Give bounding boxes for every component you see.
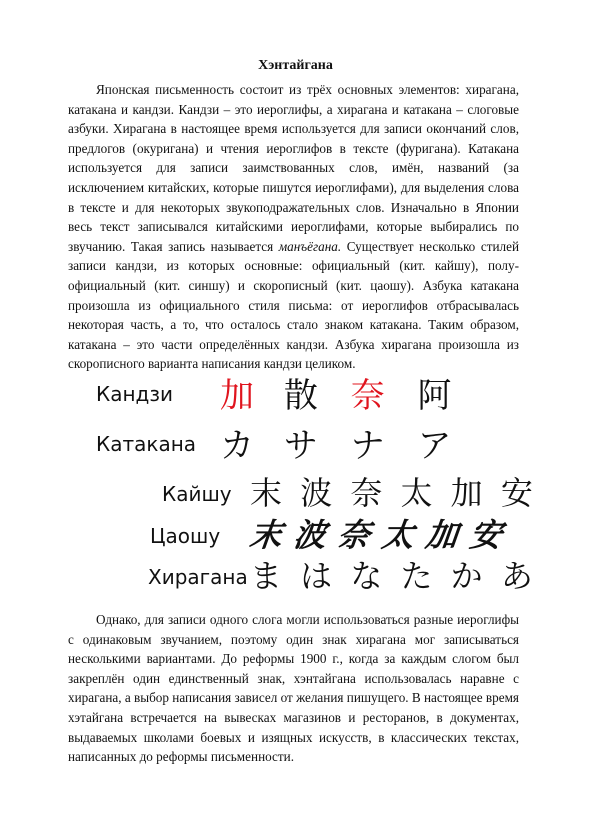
intro-text-cont: Существует несколько стилей записи кандзи, из которых основные: официальный (кит. кайшу), полу-официальный (кит. синшу) и скорописный (кит. цаошу). Азбука катакана произошла из официального стиля письма: от иероглифов отбрасывалась некоторая часть, а то, что осталось стало знаком катакана. Таким образом, катакана – это части определённых кандзи. Азбука хирагана произошла из скорописного варианта написания кандзи целиком.	[68, 238, 520, 372]
kanji-sa-part: 散	[283, 376, 318, 416]
hiragana-row	[246, 551, 537, 597]
row-label-katakana: Катакана	[96, 432, 197, 456]
katakana-na: ナ	[350, 426, 385, 466]
kaishu-char-6: 安	[500, 474, 533, 512]
row-label-kanji: Кандзи	[96, 382, 173, 406]
manyogana-term: манъёгана.	[278, 238, 342, 254]
hiragana-ha: は	[300, 557, 333, 595]
kaishu-char-5: 加	[450, 474, 483, 512]
kaishu-char-2: 波	[300, 474, 333, 512]
page-title: Хэнтайгана	[258, 58, 333, 73]
kanji-char-na	[340, 368, 396, 417]
kanji-ka-part: 加	[220, 376, 254, 416]
caoshu-char-4: 太	[379, 516, 416, 554]
kaishu-row	[246, 468, 537, 514]
kanji-row	[212, 368, 462, 417]
kaishu-char-3: 奈	[350, 474, 383, 512]
caoshu-char-2: 波	[291, 516, 328, 554]
kanji-char-sa	[273, 368, 329, 417]
kanji-na-part: 奈	[350, 376, 385, 416]
kaishu-char-4: 太	[400, 474, 433, 512]
caoshu-char-1: 末	[247, 516, 284, 554]
caoshu-char-3: 奈	[335, 516, 372, 554]
intro-paragraph	[68, 80, 519, 374]
caoshu-char-5: 加	[423, 516, 460, 554]
hiragana-a: あ	[500, 557, 533, 595]
hiragana-ka: か	[450, 557, 483, 595]
hiragana-ma: ま	[249, 557, 282, 595]
row-label-caoshu: Цаошу	[150, 524, 221, 548]
katakana-ka: カ	[220, 426, 254, 466]
intro-text: Японская письменность состоит из трёх основных элементов: хирагана, катакана и кандзи. Кандзи – это иероглифы, а хирагана и катакана – слоговые азбуки. Хирагана в настоящее время используется для записи окончаний слов, предлогов (окуригана) и чтения иероглифов в тексте (фуригана). Катакана используется для записи заимствованных слов, имён, названий (за исключением китайских, которые пишутся иероглифами), для выделения слова в тексте и для некоторых звукоподражательных слов. Изначально в Японии весь текст записывался китайскими иероглифами, которые выбирались по звучанию. Такая запись называется	[68, 82, 519, 254]
hiragana-na: な	[350, 557, 383, 595]
caoshu-row	[246, 510, 506, 556]
kaishu-char-1: 末	[249, 474, 282, 512]
kanji-char-a	[406, 368, 462, 417]
row-label-hiragana: Хирагана	[148, 565, 248, 589]
hiragana-ta: た	[400, 557, 433, 595]
katakana-row	[212, 418, 462, 467]
script-evolution-figure	[0, 360, 591, 600]
caoshu-char-6: 安	[467, 516, 504, 554]
kanji-a-part: 阿	[417, 376, 452, 416]
katakana-sa: サ	[283, 426, 318, 466]
row-label-kaishu: Кайшу	[162, 482, 232, 506]
conclusion-paragraph: Однако, для записи одного слога могли использоваться разные иероглифы с одинаковым звучанием, поэтому один знак хирагана мог записываться несколькими вариантами. До реформы 1900 г., когда за каждым слогом был закреплён один единственный знак, хэнтайгана использовалась наравне с хирагана, а выбор написания зависел от желания пишущего. В настоящее время хэтайгана встречается на вывесках магазинов и ресторанов, в документах, выдаваемых школами боевых и изящных искусств, в классических текстах, написанных до реформы письменности.	[68, 612, 520, 765]
kanji-char-ka	[212, 368, 262, 417]
katakana-a: ア	[417, 426, 452, 466]
